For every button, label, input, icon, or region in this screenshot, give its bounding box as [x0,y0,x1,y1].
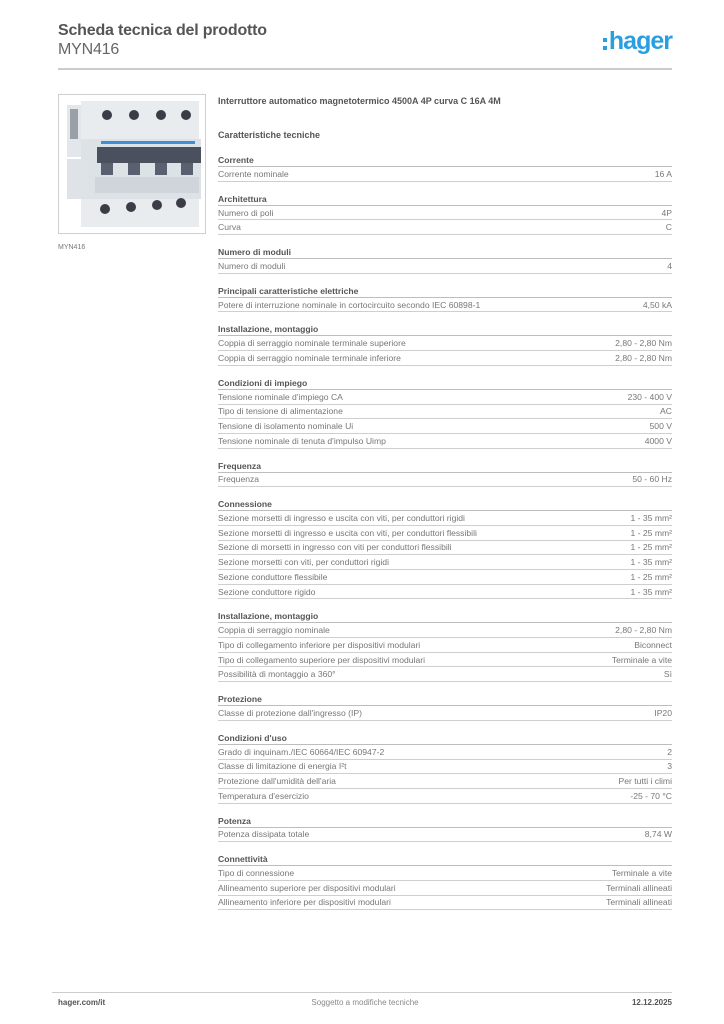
document-title: Scheda tecnica del prodotto [58,22,267,39]
footer-divider [52,992,672,993]
spec-row [218,706,672,721]
spec-label: Potenza dissipata totale [218,829,310,840]
spec-label: Frequenza [218,474,260,485]
spec-label: Temperatura d'esercizio [218,790,309,801]
spec-label: Protezione dall'umidità dell'aria [218,776,336,787]
spec-group [218,377,672,449]
product-code: MYN416 [58,41,120,58]
spec-label: Sezione conduttore flessibile [218,571,328,582]
spec-value: 230 - 400 V [627,391,672,402]
spec-value: Biconnect [634,639,672,650]
spec-group [218,853,672,910]
spec-group-title: Potenza [218,815,672,828]
page-header [58,22,672,68]
spec-value: 500 V [649,421,672,432]
hager-logo [603,27,672,56]
spec-label: Grado di inquinam./IEC 60664/IEC 60947-2 [218,746,385,757]
spec-value: 4 [667,260,672,271]
spec-group-title: Connettività [218,853,672,866]
spec-label: Numero di moduli [218,260,286,271]
spec-group [218,246,672,274]
footer-website-link[interactable]: hager.com/it [58,998,106,1007]
spec-group-title: Condizioni di impiego [218,377,672,390]
spec-row [218,298,672,313]
spec-label: Tensione di isolamento nominale Ui [218,421,354,432]
spec-group [218,610,672,682]
spec-label: Classe di limitazione di energia I²t [218,761,347,772]
spec-group-title: Installazione, montaggio [218,323,672,336]
spec-content [218,96,672,910]
product-image [58,94,206,234]
spec-value: 2,80 - 2,80 Nm [615,625,672,636]
spec-value: Terminale a vite [611,868,672,879]
spec-value: 1 - 35 mm² [630,557,672,568]
product-description: Interruttore automatico magnetotermico 4500A 4P curva C 16A 4M [218,96,501,106]
spec-group [218,732,672,804]
spec-row [218,828,672,843]
spec-group-title: Installazione, montaggio [218,610,672,623]
spec-row [218,585,672,600]
spec-group-title: Connessione [218,498,672,511]
spec-row [218,866,672,881]
spec-row [218,881,672,896]
spec-label: Coppia di serraggio nominale terminale inferiore [218,352,401,363]
spec-value: AC [660,406,672,417]
spec-value: Terminali allineati [606,897,672,908]
spec-value: 1 - 35 mm² [630,586,672,597]
spec-row [218,638,672,653]
spec-value: 1 - 25 mm² [630,571,672,582]
footer-date: 12.12.2025 [631,998,672,1007]
spec-value: 50 - 60 Hz [632,474,672,485]
spec-value: Terminale a vite [611,654,672,665]
spec-label: Curva [218,222,241,233]
spec-group-title: Protezione [218,693,672,706]
spec-group-title: Principali caratteristiche elettriche [218,285,672,298]
spec-value: 1 - 25 mm² [630,527,672,538]
spec-row [218,555,672,570]
spec-label: Allineamento inferiore per dispositivi modulari [218,897,391,908]
spec-label: Tipo di collegamento superiore per dispositivi modulari [218,654,425,665]
spec-value: Per tutti i climi [618,776,672,787]
spec-group [218,285,672,313]
spec-label: Sezione morsetti con viti, per conduttori rigidi [218,557,389,568]
spec-value: 4,50 kA [642,299,672,310]
spec-row [218,259,672,274]
spec-value: -25 - 70 °C [630,790,672,801]
spec-label: Sezione di morsetti in ingresso con viti per conduttori flessibili [218,542,452,553]
spec-label: Allineamento superiore per dispositivi modulari [218,882,396,893]
spec-group-title: Frequenza [218,460,672,473]
spec-row [218,570,672,585]
spec-value: 1 - 25 mm² [630,542,672,553]
spec-value: 4000 V [644,435,672,446]
spec-value: Sì [663,669,672,680]
spec-value: 1 - 35 mm² [630,513,672,524]
spec-row [218,390,672,405]
spec-value: 16 A [654,168,672,179]
header-divider [58,68,672,70]
spec-row [218,541,672,556]
spec-group [218,154,672,182]
spec-row [218,220,672,235]
spec-value: 3 [667,761,672,772]
spec-value: 2 [667,746,672,757]
spec-label: Tensione nominale d'impiego CA [218,391,343,402]
spec-group [218,693,672,721]
spec-label: Tipo di connessione [218,868,295,879]
spec-row [218,405,672,420]
product-image-caption: MYN416 [58,244,86,251]
spec-row [218,434,672,449]
spec-group [218,815,672,843]
spec-group [218,193,672,235]
section-heading: Caratteristiche tecniche [218,130,321,140]
circuit-breaker-icon [59,95,205,233]
spec-row [218,167,672,182]
spec-row [218,760,672,775]
spec-row [218,623,672,638]
spec-group-title: Corrente [218,154,672,167]
spec-group-title: Condizioni d'uso [218,732,672,745]
spec-row [218,419,672,434]
spec-row [218,473,672,488]
spec-label: Sezione conduttore rigido [218,586,316,597]
logo-text: hager [608,27,672,55]
spec-label: Corrente nominale [218,168,289,179]
spec-value: C [665,222,672,233]
spec-label: Tipo di collegamento inferiore per dispositivi modulari [218,639,421,650]
spec-row [218,745,672,760]
spec-label: Sezione morsetti di ingresso e uscita con viti, per conduttori rigidi [218,513,465,524]
spec-group-title: Architettura [218,193,672,206]
spec-group [218,460,672,488]
spec-row [218,789,672,804]
spec-label: Tensione nominale di tenuta d'impulso Uimp [218,435,386,446]
spec-row [218,667,672,682]
spec-label: Tipo di tensione di alimentazione [218,406,343,417]
spec-row [218,896,672,911]
spec-row [218,774,672,789]
page-footer [58,998,672,1010]
spec-value: 2,80 - 2,80 Nm [615,338,672,349]
spec-label: Possibilità di montaggio a 360° [218,669,336,680]
logo-colon-icon [603,38,607,50]
spec-group-title: Numero di moduli [218,246,672,259]
spec-value: 2,80 - 2,80 Nm [615,352,672,363]
spec-row [218,336,672,351]
spec-value: IP20 [654,707,672,718]
spec-row [218,206,672,221]
spec-label: Numero di poli [218,207,274,218]
spec-row [218,526,672,541]
spec-label: Coppia di serraggio nominale [218,625,330,636]
spec-value: 4P [661,207,672,218]
spec-row [218,511,672,526]
spec-group [218,498,672,599]
spec-groups [218,154,672,910]
spec-label: Sezione morsetti di ingresso e uscita con viti, per conduttori flessibili [218,527,477,538]
spec-value: Terminali allineati [606,882,672,893]
spec-label: Coppia di serraggio nominale terminale superiore [218,338,406,349]
spec-row [218,653,672,668]
spec-label: Classe di protezione dall'ingresso (IP) [218,707,362,718]
spec-label: Potere di interruzione nominale in cortocircuito secondo IEC 60898-1 [218,299,481,310]
footer-notice: Soggetto a modifiche tecniche [311,998,419,1007]
spec-group [218,323,672,365]
spec-row [218,351,672,366]
spec-value: 8,74 W [644,829,672,840]
